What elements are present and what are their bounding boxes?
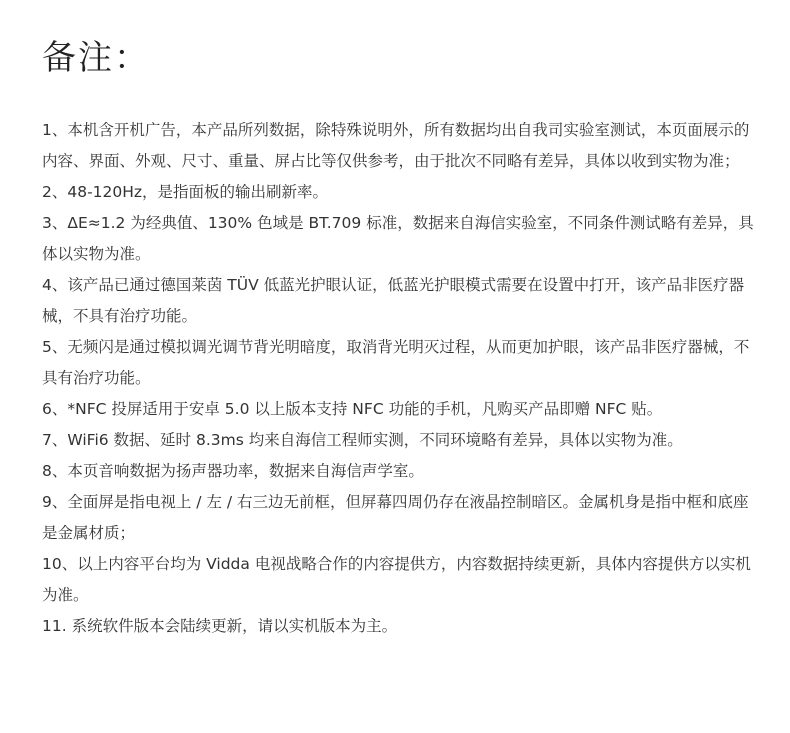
note-item-9: 9、全面屏是指电视上 / 左 / 右三边无前框，但屏幕四周仍存在液晶控制暗区。金属机身是指中框和底座是金属材质； (42, 493, 749, 542)
note-item-2: 2、48-120Hz，是指面板的输出刷新率。 (42, 183, 329, 201)
note-item-10: 10、以上内容平台均为 Vidda 电视战略合作的内容提供方，内容数据持续更新，具体内容提供方以实机为准。 (42, 555, 751, 604)
note-item-5: 5、无频闪是通过模拟调光调节背光明暗度，取消背光明灭过程，从而更加护眼，该产品非医疗器械，不具有治疗功能。 (42, 338, 750, 387)
note-item-4: 4、该产品已通过德国莱茵 TÜV 低蓝光护眼认证，低蓝光护眼模式需要在设置中打开，该产品非医疗器械，不具有治疗功能。 (42, 276, 745, 325)
note-item-7: 7、WiFi6 数据、延时 8.3ms 均来自海信工程师实测，不同环境略有差异，具体以实物为准。 (42, 431, 683, 449)
note-item-11: 11. 系统软件版本会陆续更新，请以实机版本为主。 (42, 617, 398, 635)
notes-list (42, 115, 757, 642)
note-item-8: 8、本页音响数据为扬声器功率，数据来自海信声学室。 (42, 462, 424, 480)
page-title: 备注： (42, 38, 150, 78)
note-item-6: 6、*NFC 投屏适用于安卓 5.0 以上版本支持 NFC 功能的手机，凡购买产品即赠 NFC 贴。 (42, 400, 663, 418)
note-item-1: 1、本机含开机广告，本产品所列数据，除特殊说明外，所有数据均出自我司实验室测试，本页面展示的内容、界面、外观、尺寸、重量、屏占比等仅供参考，由于批次不同略有差异，具体以收到实物为准； (42, 121, 750, 170)
note-item-3: 3、ΔE≈1.2 为经典值、130% 色域是 BT.709 标准，数据来自海信实验室，不同条件测试略有差异，具体以实物为准。 (42, 214, 754, 263)
